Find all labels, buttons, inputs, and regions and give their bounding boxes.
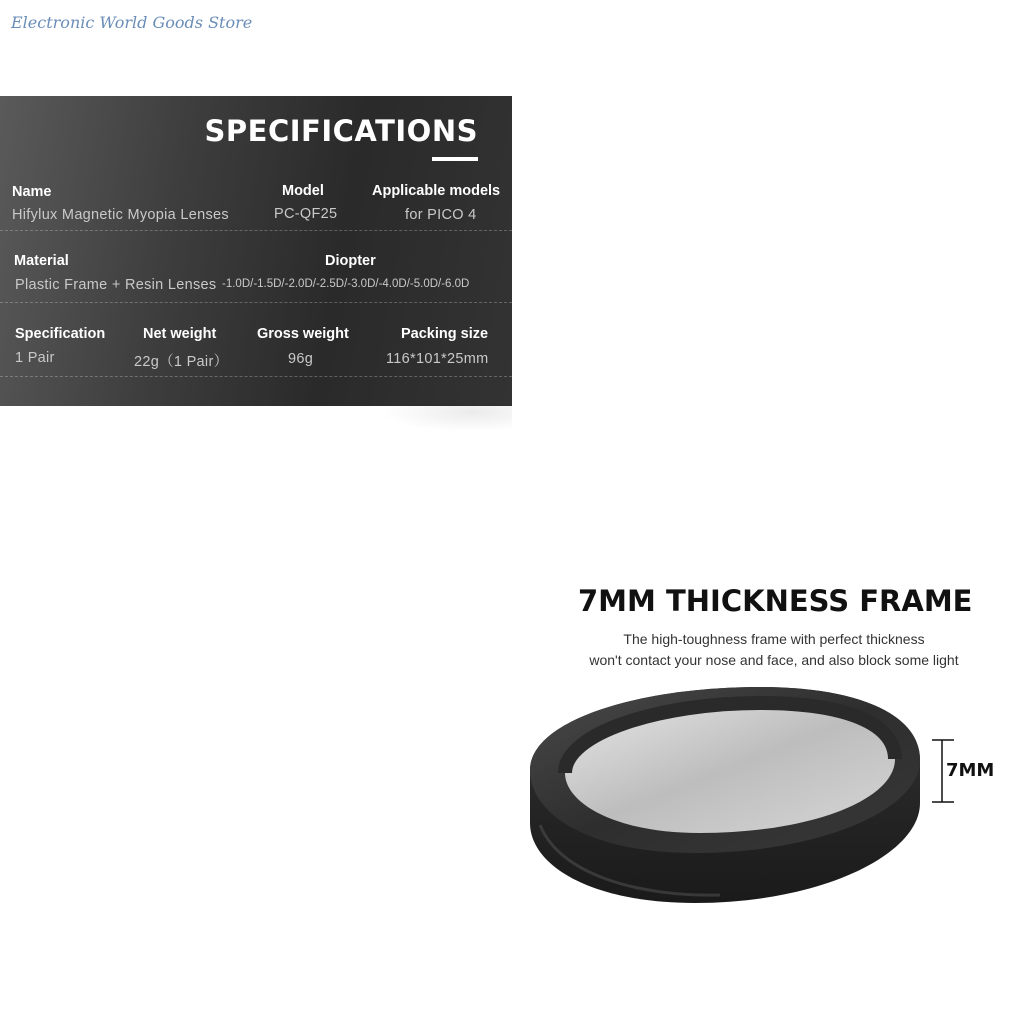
material-label: Material — [14, 253, 69, 269]
packing-size-label: Packing size — [401, 326, 489, 342]
frame-title: 7MM THICKNESS FRAME — [578, 584, 973, 618]
gross-weight-label: Gross weight — [257, 326, 349, 342]
frame-description-line2: won't contact your nose and face, and also block some light — [589, 652, 959, 668]
title-underline — [432, 157, 478, 161]
row-divider — [0, 230, 512, 231]
specifications-panel — [0, 96, 512, 406]
name-value: Hifylux Magnetic Myopia Lenses — [12, 207, 229, 223]
specification-label: Specification — [15, 326, 106, 342]
model-value: PC-QF25 — [274, 206, 338, 222]
frame-description-line1: The high-toughness frame with perfect thickness — [623, 631, 925, 647]
row-divider — [0, 302, 512, 303]
thickness-dimension-label: 7MM — [946, 760, 995, 781]
specification-value: 1 Pair — [15, 350, 55, 366]
applicable-models-value: for PICO 4 — [405, 207, 477, 223]
packing-size-value: 116*101*25mm — [386, 351, 489, 367]
net-weight-value: 22g（1 Pair） — [134, 354, 229, 370]
row-divider — [0, 376, 512, 377]
material-value: Plastic Frame + Resin Lenses — [15, 277, 217, 293]
diopter-label: Diopter — [325, 253, 376, 269]
model-label: Model — [282, 183, 324, 199]
name-label: Name — [12, 184, 52, 200]
net-weight-label: Net weight — [143, 326, 217, 342]
diopter-value: -1.0D/-1.5D/-2.0D/-2.5D/-3.0D/-4.0D/-5.0D/-6.0D — [222, 278, 470, 290]
panel-shadow — [380, 404, 512, 432]
gross-weight-value: 96g — [288, 351, 314, 367]
applicable-models-label: Applicable models — [372, 183, 501, 199]
specifications-title: SPECIFICATIONS — [204, 114, 478, 148]
store-watermark: Electronic World Goods Store — [11, 13, 253, 32]
lens-frame-ring-image — [520, 675, 940, 915]
